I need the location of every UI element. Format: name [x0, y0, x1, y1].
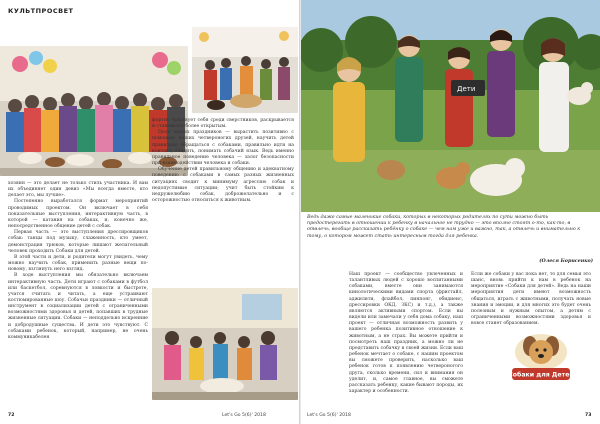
left-column-2 — [152, 118, 294, 204]
photo-caption: Ведь даже самые маленькие собаки, которых в некоторых родителях по сути можно быть предостерегать в отношении к ребенку в начальное не трудно — это вполне стоят о-то, как-то, в отвлечь, вообще рассказать ребёнку о собаке — чем нам уже и важно, так, а отвлечь и внимательно к тому, о котором может стать интересным тогда для ребенка. — [307, 215, 581, 239]
logo-text: Собаки для Детей — [508, 371, 574, 379]
left-col1-p2: Постепенно выработался формат мероприятий проводимых проектом. Он включает в себя показательные выступления, интерактивную часть, в которой — катания на собаках, и, конечно же, непосредственное общение детей с собак. — [8, 199, 148, 230]
volunteers-dogs-photo — [301, 0, 600, 212]
right-folio — [585, 413, 591, 418]
left-column-1 — [8, 181, 148, 341]
left-folio — [8, 413, 14, 418]
right-magazine-title: Let's Go 5(6)' 2018 — [307, 413, 351, 418]
left-col1-p1: хозяин — это делает не только стиль участника. И вам их объединяет один девиз «Мы всегда вместе, кто делает это, мы лучше». — [8, 181, 148, 199]
right-folio-title — [307, 413, 351, 418]
right-column-2 — [471, 272, 591, 327]
left-col1-p4: В этой части и дети, и родители могут увидеть, чему можно научить собак, применить разные вещи по-новому, взглянуть него взгляд. — [8, 254, 148, 273]
svg-text:Дети: Дети — [457, 85, 476, 93]
left-page — [0, 0, 299, 424]
caption-credit: (Олеся Борисенко) — [539, 258, 593, 264]
right-page-number: 73 — [585, 413, 592, 418]
left-col2-p3: Обучение детей правильному общению и адекватному поведению с собаками в самых разных жизненных ситуациях сводит к минимуму агрессию собак и недопустимые ситуации; учит быть стойким к недружелюбию собак, доброжелательно и с осторожностью относиться к животным. — [152, 167, 294, 204]
left-col2-p1: фортно чувствует себя среди сверстников, раскрывается и становится более открытым. — [152, 118, 294, 130]
right-column-1 — [349, 272, 463, 395]
right-col2-p1: Если же собаки у вас пока нет, то для семьи это шанс, вновь прийти к нам в ребенок на мероприятие «Собаки для детей». Ведь на наши мероприятия дети имеют возможность общаться, играть с животными, получать новые знания и эмоции, и для многих это будет очень полезным и нужным опытом, а детям с ограниченными возможностями здоровья и вовсе станет образованием. — [471, 272, 591, 327]
left-col1-p5: В ходе выступления мы обязательно включаем интерактивную часть. Дети играют с собаками в футбол или баскетбол, соревнуются в ловкости и быстроте, учатся считать и читать, а еще устраивают костюмированные шоу. Собачьи праздники — отличный инструмент в социализации детей с ограниченными возможностями здоровья и детей, попавших в трудные жизненные ситуации. Собаки — неподдельно искренние и добродушные существа. И дети это чувствуют. С собаками ребенок, который, например, не очень коммуникабелен — [8, 273, 148, 340]
left-page-number: 72 — [8, 413, 15, 418]
left-folio-title — [222, 413, 266, 418]
left-col2-p2: Цель наших праздников — вырастить позитивно с помощью наших четвероногих друзей, научить детей правильно обращаться с собаками, правильно идти на контакт, гладить, понимать собачий язык. Ведь именно правильное поведение человека — залог безопасности при взаимодействии человека и собаки. — [152, 130, 294, 167]
right-col1-p1: Наш проект — сообщество увлеченных и талантливых людей с хорошо воспитанными собаками, вместе они занимаются кинологическими видами спорта (фристайл, аджилити, флайбол, пинпонг, обидиенс, дрессировки ОКД, ЗКС) и т.д.), а также являются активными спортом. Если вы видели или замечали у себя дома собаку, наш проект — отличная возможность развить у вашего ребенка позитивное отношение к животным, а не страх. Вы можете прийти и посмотреть наш праздник, а можно ли не представить собачку в своей жизни. Если ваш ребенок мечтает о собаке, с нашим проектом вы сможете проверить, насколько ваш ребенок готов к появлению четвероногого друга, сколько времени, сил и внимания он уделит, и, самое главное, вы сможете рассказать ребенку, какие бывают породы, их характер и особенности. — [349, 272, 463, 394]
section-label: КУЛЬТПРОСВЕТ — [8, 7, 74, 15]
left-col1-p3: Первая часть — это выступления дрессировщиков собак: танцы под музыку, слаженность, кто умеет, демонстрация трюков, которые лишают желательный человек проходить Собаки для детей. — [8, 230, 148, 254]
left-magazine-title: Let's Go 5(6)' 2018 — [222, 413, 266, 418]
classroom-photo — [152, 288, 298, 400]
dogs-for-kids-logo — [508, 330, 574, 382]
kids-dogs-photo — [192, 27, 298, 113]
